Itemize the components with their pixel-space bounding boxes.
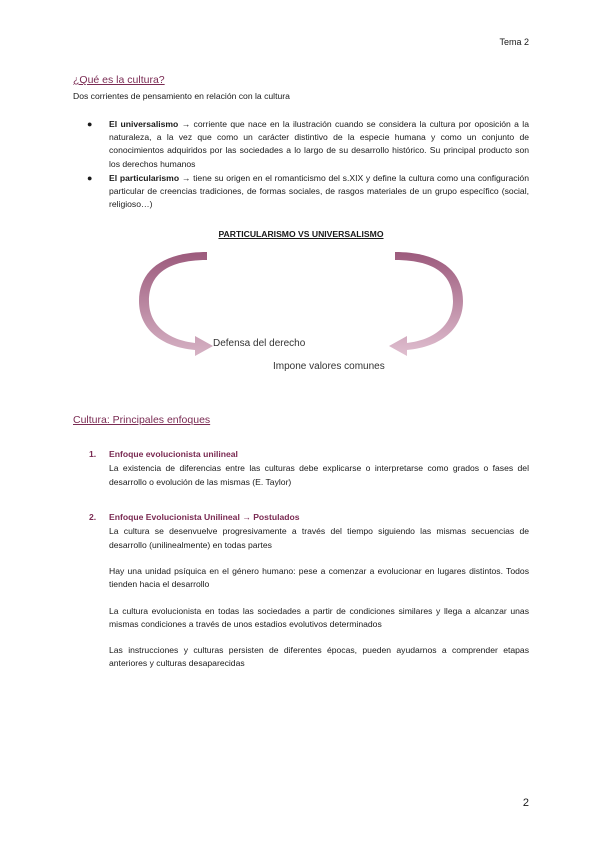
enfoque-number: 1. [89, 449, 97, 460]
enfoques-list [73, 448, 529, 671]
bullet-particularismo [87, 172, 529, 212]
cycle-diagram [73, 228, 529, 378]
diagram-label-right: Impone valores comunes [273, 360, 385, 372]
bullet-text: → corriente que nace en la ilustración cuando se considera la cultura por oposición a la naturaleza, a la vez que como un carácter distintivo de la especie humana y como un conjunto de conocimientos adquiridos por las sociedades a lo largo de su desarrollo histórico. Su principal producto son los derechos humanos [109, 118, 529, 169]
right-curved-arrow [389, 252, 463, 356]
left-curved-arrow [139, 252, 213, 356]
enfoque-paragraph: La cultura evolucionista en todas las sociedades a partir de condiciones similares y llega a alcanzar unas mismas condiciones a través de unos estadios evolutivos determinados [109, 605, 529, 629]
section-enfoques [73, 412, 529, 671]
enfoque-paragraph: Las instrucciones y culturas persisten de diferentes épocas, pueden ayudarnos a comprender etapas anteriores y culturas desaparecidas [109, 645, 529, 669]
bullet-dot-icon: ● [87, 118, 93, 129]
document-content [73, 72, 529, 693]
enfoque-paragraph: La existencia de diferencias entre las culturas debe explicarse o interpretarse como grados o fases del desarrollo o evolución de las mismas (E. Taylor) [109, 463, 529, 487]
bullet-dot-icon: ● [87, 172, 93, 183]
currents-bullet-list [73, 118, 529, 212]
enfoque-item [89, 448, 529, 489]
section-title-que-es-la-cultura: ¿Qué es la cultura? [73, 74, 165, 86]
bullet-term: El particularismo [109, 172, 180, 183]
section-subtitle: Dos corrientes de pensamiento en relación con la cultura [73, 91, 290, 102]
enfoque-title: Enfoque Evolucionista Unilineal → Postulados [109, 511, 300, 522]
enfoque-paragraph: Hay una unidad psíquica en el género humano: pese a comenzar a evolucionar en lugares distintos. Todos tienden hacia el desarrollo [109, 565, 529, 590]
bullet-universalismo [87, 118, 529, 171]
cycle-arrows-graphic [73, 228, 529, 378]
enfoque-item [89, 511, 529, 671]
section-title-principales-enfoques: Cultura: Principales enfoques [73, 413, 211, 426]
page-header-tema: Tema 2 [499, 37, 529, 47]
enfoque-number: 2. [89, 511, 97, 522]
page-number: 2 [522, 796, 529, 809]
diagram-label-left: Defensa del derecho [213, 337, 306, 349]
enfoque-title: Enfoque evolucionista unilineal [109, 449, 238, 460]
enfoque-paragraph: La cultura se desenvuelve progresivamente a través del tiempo siguiendo las mismas secuencias de desarrollo (unilinealmente) en todas partes [109, 526, 529, 550]
bullet-text: → tiene su origen en el romanticismo del s.XIX y define la cultura como una configuración particular de creencias tradiciones, de formas sociales, de rasgos materiales de un grupo específico (social, religioso…) [109, 172, 529, 210]
diagram-title: PARTICULARISMO VS UNIVERSALISMO [218, 228, 384, 239]
bullet-term: El universalismo [109, 118, 179, 129]
